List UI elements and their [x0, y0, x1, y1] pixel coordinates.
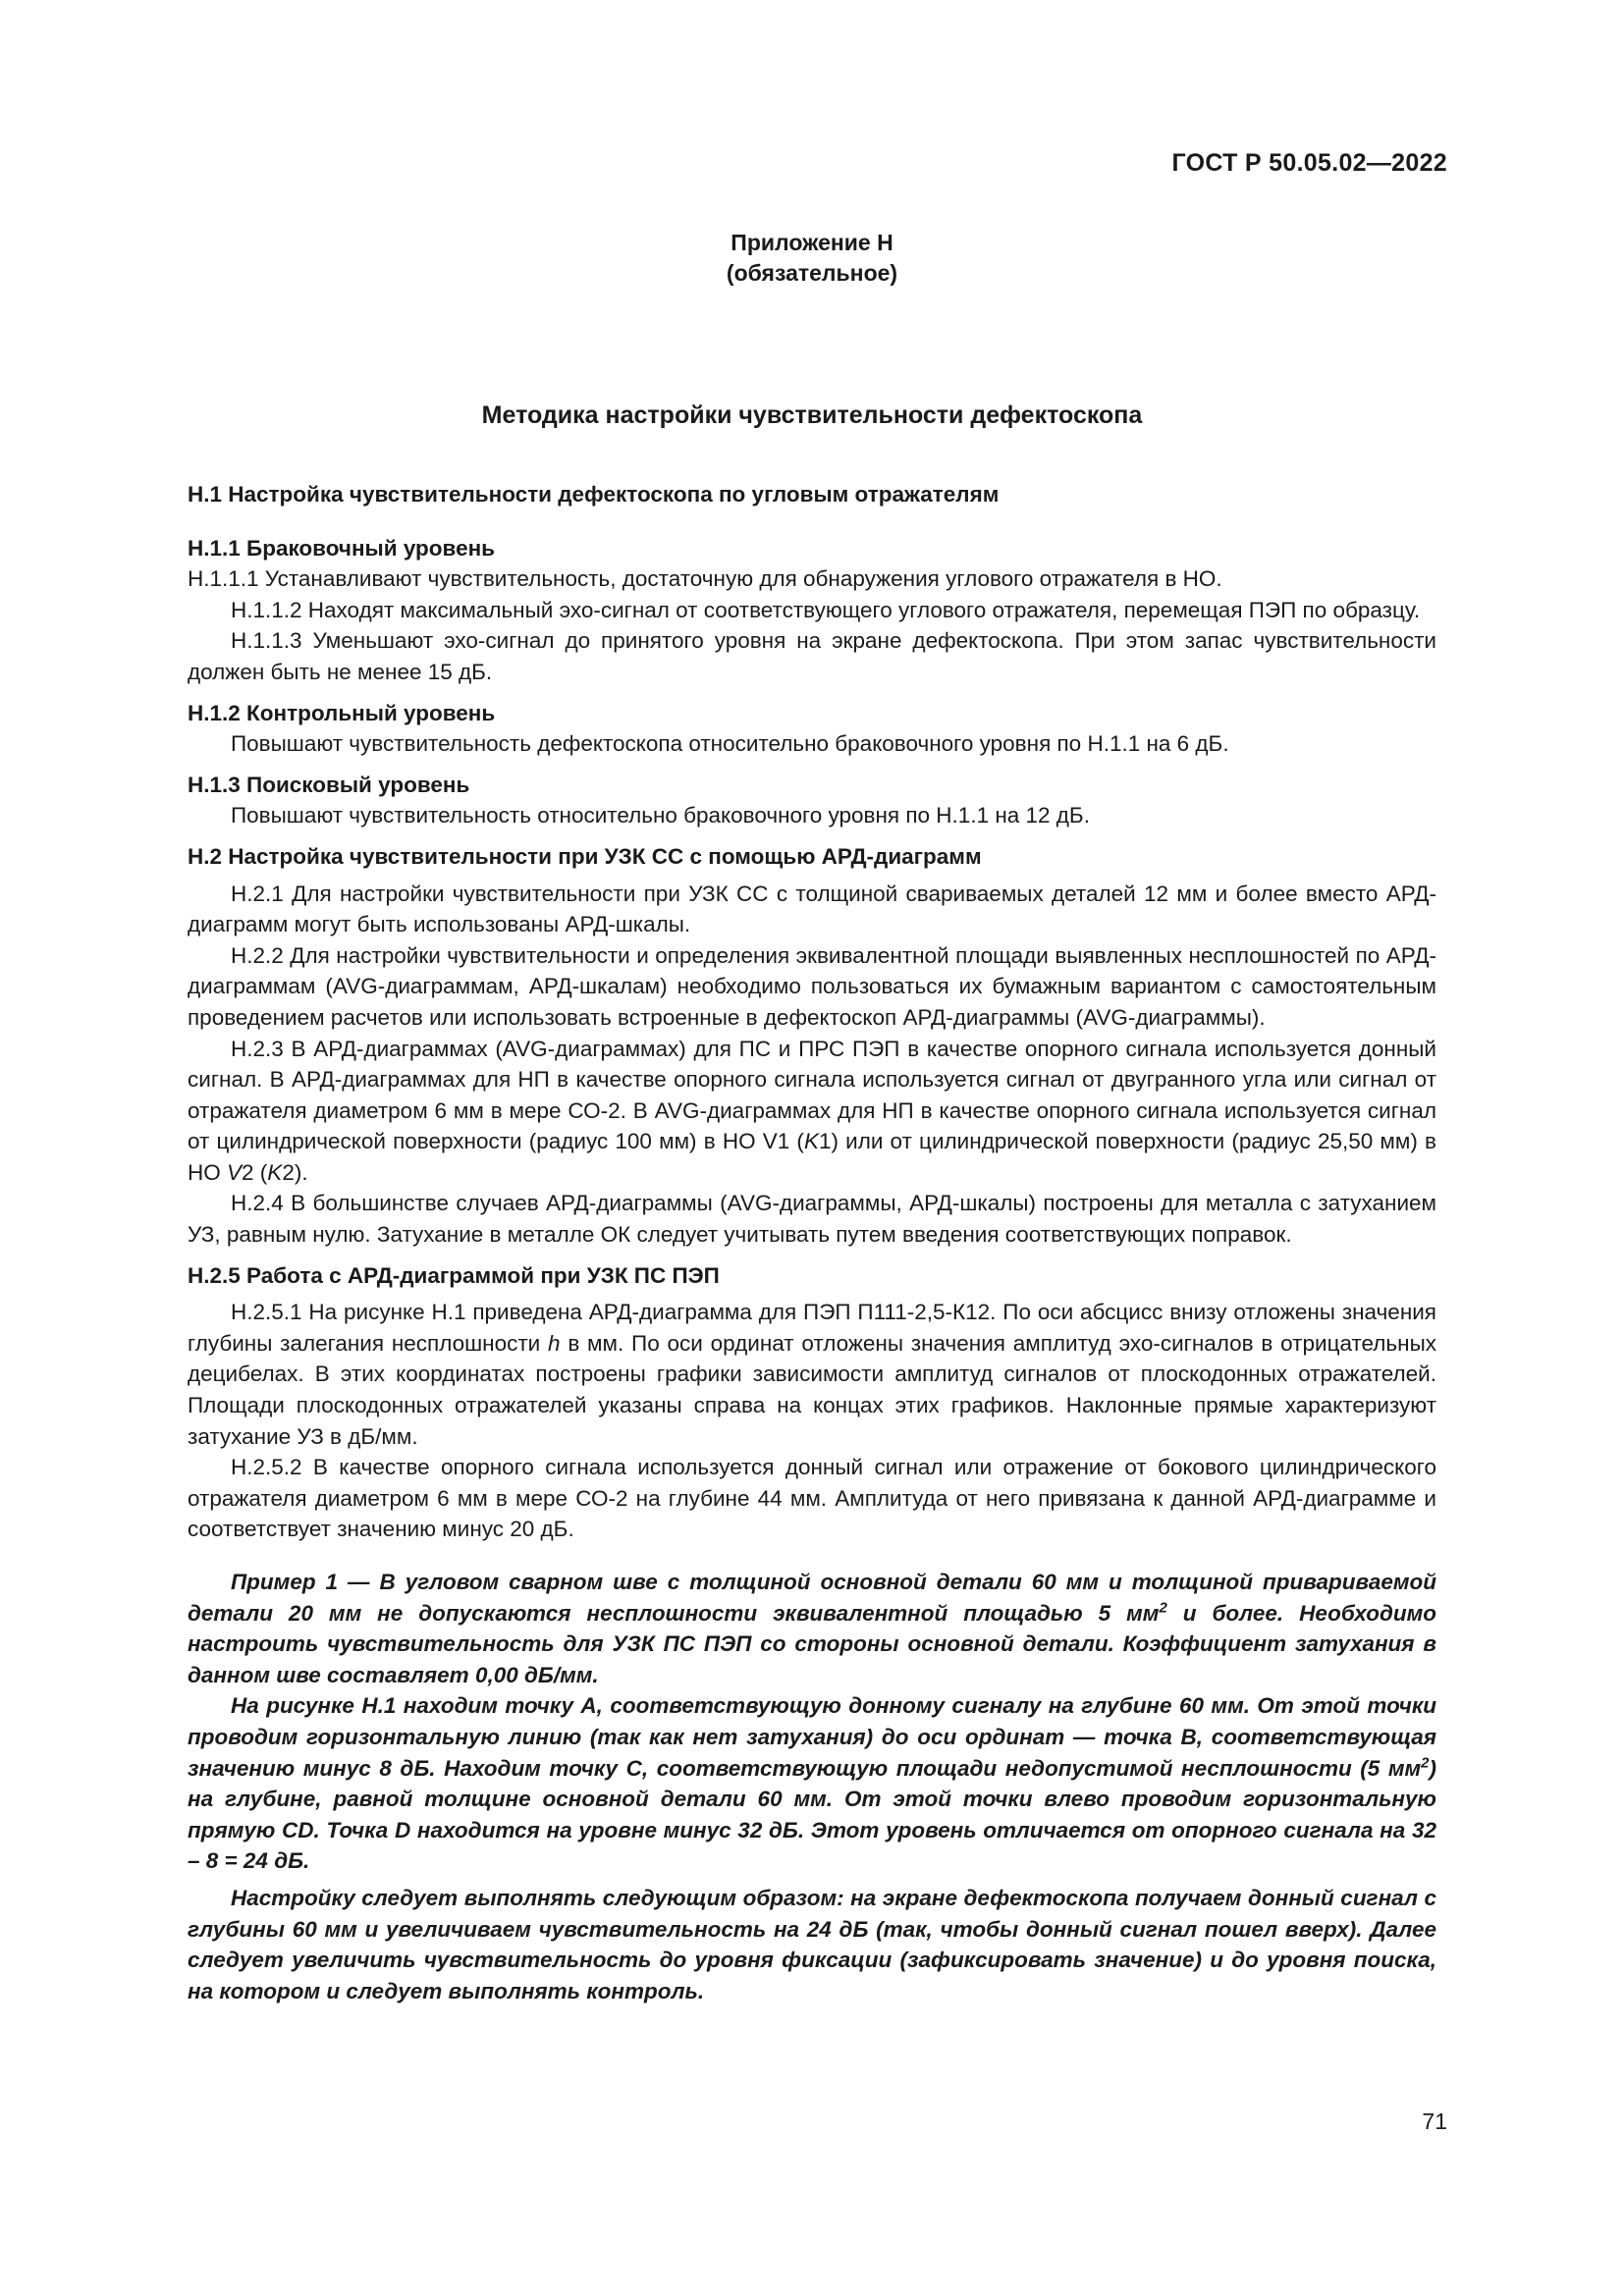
section-h11-title: Н.1.1 Браковочный уровень — [188, 535, 496, 561]
example-para-2-sup: 2 — [1421, 1754, 1430, 1772]
example-para-1-part-b: и более. Необходимо настроить чувствительность для УЗК ПС ПЭП со стороны основной детали. Коэффициент затухания в данном шве составляет 0,00 дБ/мм. — [188, 1600, 1436, 1687]
appendix-heading — [0, 228, 1624, 289]
para-h22-text: Н.2.2 Для настройки чувствительности и определения эквивалентной площади выявленных несплошностей по АРД-диаграммам (AVG-диаграммам, АРД-шкалам) необходимо пользоваться их бумажным вариантом с самостоятельным проведением расчетов или использовать встроенные в дефектоскоп АРД-диаграммы (AVG-диаграммы). — [188, 942, 1436, 1030]
document-body — [188, 479, 1436, 2006]
para-h13-text: Повышают чувствительность относительно браковочного уровня по Н.1.1 на 12 дБ. — [231, 803, 1090, 828]
para-h13 — [188, 800, 1436, 831]
para-h21-text: Н.2.1 Для настройки чувствительности при УЗК СС с толщиной свариваемых деталей 12 мм и более вместо АРД-диаграмм могут быть использованы АРД-шкалы. — [188, 881, 1436, 937]
para-h111-text: Н.1.1.1 Устанавливают чувствительность, достаточную для обнаружения углового отражателя в НО. — [188, 566, 1222, 592]
para-h23-v: V — [227, 1159, 243, 1185]
para-h251-h: h — [548, 1330, 561, 1356]
para-h251-part-a: Н.2.5.1 На рисунке Н.1 приведена АРД-диаграмма для ПЭП П111-2,5-К12. По оси абсцисс внизу отложены значения глубины залегания несплошности — [188, 1300, 1436, 1356]
para-h252 — [188, 1452, 1436, 1545]
section-h2-title: Н.2 Настройка чувствительности при УЗК СС с помощью АРД-диаграмм — [188, 843, 982, 869]
para-h23-k2: K — [267, 1159, 283, 1185]
para-h23-part-b: 1) или от цилиндрической поверхности (радиус 25,50 мм) в НО — [188, 1129, 1436, 1185]
example-para-3-text: Настройку следует выполнять следующим образом: на экране дефектоскопа получаем донный сигнал с глубины 60 мм и увеличиваем чувствительность на 24 дБ (так, чтобы донный сигнал пошел вверх). Далее следует увеличить чувствительность до уровня фиксации (зафиксировать значение) и до уровня поиска, на котором и следует выполнять контроль. — [188, 1885, 1436, 2003]
example-para-1 — [188, 1567, 1436, 1690]
para-h23-k1: K — [803, 1129, 819, 1154]
section-h1-title: Н.1 Настройка чувствительности дефектоскопа по угловым отражателям — [188, 482, 1000, 507]
para-h251-part-b: в мм. По оси ординат отложены значения амплитуд эхо-сигналов в отрицательных децибелах. В этих координатах построены графики зависимости амплитуд сигналов от плоскодонных отражателей. Площади плоскодонных отражателей указаны справа на концах этих графиков. Наклонные прямые характеризуют затухание УЗ в дБ/мм. — [188, 1330, 1436, 1449]
para-h21 — [188, 879, 1436, 940]
para-h112-text: Н.1.1.2 Находят максимальный эхо-сигнал от соответствующего углового отражателя, перемещая ПЭП по образцу. — [231, 597, 1421, 622]
section-h25-title: Н.2.5 Работа с АРД-диаграммой при УЗК ПС ПЭП — [188, 1262, 720, 1288]
para-h111 — [188, 563, 1436, 595]
standard-code: ГОСТ Р 50.05.02—2022 — [1171, 149, 1447, 177]
example-para-2 — [188, 1690, 1436, 1877]
page-number: 71 — [1422, 2109, 1447, 2134]
example-para-3 — [188, 1883, 1436, 2006]
para-h24 — [188, 1188, 1436, 1250]
appendix-status: (обязательное) — [726, 260, 898, 286]
para-h12-text: Повышают чувствительность дефектоскопа относительно браковочного уровня по Н.1.1 на 6 дБ. — [231, 731, 1229, 757]
para-h22 — [188, 940, 1436, 1034]
example-block — [188, 1567, 1436, 2006]
example-para-2-part-b: ) на глубине, равной толщине основной детали 60 мм. От этой точки влево проводим горизонтальную прямую CD. Точка D находится на уровне минус 32 дБ. Этот уровень отличается от опорного сигнала на 32 – 8 = 24 дБ. — [188, 1755, 1436, 1874]
section-h13-title: Н.1.3 Поисковый уровень — [188, 772, 470, 797]
para-h251 — [188, 1297, 1436, 1452]
para-h12 — [188, 728, 1436, 760]
method-title: Методика настройки чувствительности дефектоскопа — [481, 401, 1143, 429]
para-h23-part-d: 2). — [282, 1159, 308, 1185]
para-h23-part-c: 2 ( — [242, 1159, 268, 1185]
section-h12-title: Н.1.2 Контрольный уровень — [188, 700, 496, 725]
para-h23 — [188, 1034, 1436, 1189]
para-h113-text: Н.1.1.3 Уменьшают эхо-сигнал до принятого уровня на экране дефектоскопа. При этом запас чувствительности должен быть не менее 15 дБ. — [188, 628, 1436, 684]
example-para-1-sup: 2 — [1159, 1599, 1167, 1617]
para-h113 — [188, 625, 1436, 687]
para-h252-text: Н.2.5.2 В качестве опорного сигнала используется донный сигнал или отражение от бокового цилиндрического отражателя диаметром 6 мм в мере СО-2 на глубине 44 мм. Амплитуда от него привязана к данной АРД-диаграмме и соответствует значению минус 20 дБ. — [188, 1455, 1436, 1542]
para-h112 — [188, 595, 1436, 626]
appendix-title: Приложение Н — [731, 230, 893, 255]
example-para-1-part-a: Пример 1 — В угловом сварном шве с толщиной основной детали 60 мм и толщиной привариваемой детали 20 мм не допускаются несплошности эквивалентной площадью 5 мм — [188, 1570, 1436, 1626]
para-h24-text: Н.2.4 В большинстве случаев АРД-диаграммы (AVG-диаграммы, АРД-шкалы) построены для металла с затуханием УЗ, равным нулю. Затухание в металле ОК следует учитывать путем введения соответствующих поправок. — [188, 1191, 1436, 1248]
para-h23-part-a: Н.2.3 В АРД-диаграммах (AVG-диаграммах) для ПС и ПРС ПЭП в качестве опорного сигнала используется донный сигнал. В АРД-диаграммах для НП в качестве опорного сигнала используется сигнал от двугранного угла или сигнал от отражателя диаметром 6 мм в мере СО-2. В AVG-диаграммах для НП в качестве опорного сигнала используется сигнал от цилиндрической поверхности (радиус 100 мм) в НО V1 ( — [188, 1036, 1436, 1154]
example-para-2-part-a: На рисунке Н.1 находим точку А, соответствующую донному сигналу на глубине 60 мм. От этой точки проводим горизонтальную линию (так как нет затухания) до оси ординат — точка В, соответствующая значению минус 8 дБ. Находим точку С, соответствующую площади недопустимой несплошности (5 мм — [188, 1693, 1436, 1781]
